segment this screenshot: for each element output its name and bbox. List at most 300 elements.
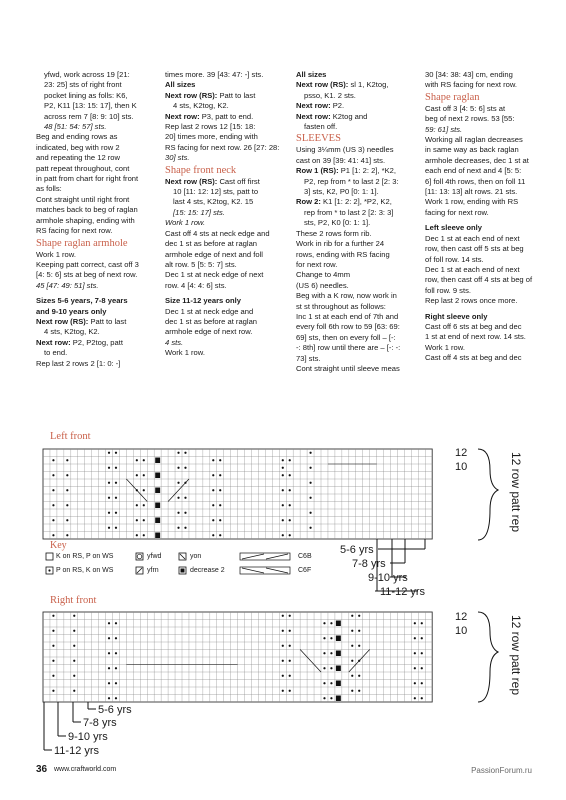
right-purl-dot <box>52 690 54 692</box>
left-purl-dot <box>219 459 221 461</box>
right-dec-square <box>336 666 341 672</box>
right-purl-dot <box>323 697 325 699</box>
right-purl-dot <box>108 667 110 669</box>
right-purl-dot <box>330 682 332 684</box>
col2-line: armhole edge of next row. <box>165 327 253 337</box>
right-purl-dot <box>52 675 54 677</box>
col2-line: [15: 15: 17] sts. <box>173 207 225 217</box>
left-purl-dot <box>184 527 186 529</box>
col2-line: dec 1 st as before at raglan <box>165 316 258 326</box>
right-purl-dot <box>73 690 75 692</box>
right-purl-dot <box>282 615 284 617</box>
col3-line: cast on 39 [39: 41: 41] sts. <box>296 155 386 165</box>
left-purl-dot <box>177 497 179 499</box>
col1-line: pocket lining as folls: K6, <box>44 90 128 100</box>
col3-line: Work in rib for a further 24 <box>296 239 385 249</box>
key-label-c6f: C6F <box>298 567 312 574</box>
left-purl-dot <box>289 534 291 536</box>
col3-line: These 2 rows form rib. <box>296 228 372 238</box>
right-purl-dot <box>115 682 117 684</box>
left-purl-dot <box>66 504 68 506</box>
col2-line: Work 1 row. <box>165 218 206 228</box>
col4-line: 59: 61] sts. <box>425 124 463 134</box>
left-purl-dot <box>282 459 284 461</box>
key-c6f-symbol <box>240 567 290 574</box>
right-purl-dot <box>351 630 353 632</box>
left-dec-square <box>155 488 160 494</box>
right-purl-dot <box>414 667 416 669</box>
left-purl-dot <box>212 504 214 506</box>
col4-line: facing for next row. <box>425 207 489 217</box>
col4-line: Work 1 row, ending with RS <box>425 197 519 207</box>
right-purl-dot <box>282 690 284 692</box>
right-size-label-0: 5-6 yrs <box>98 704 132 716</box>
col3-line: 3] sts, K2, P0 [0: 1: 1]. <box>304 187 379 197</box>
left-purl-dot <box>212 474 214 476</box>
key-label-dec2: decrease 2 <box>190 567 225 574</box>
right-purl-dot <box>52 660 54 662</box>
left-purl-dot <box>282 519 284 521</box>
left-purl-dot <box>177 512 179 514</box>
left-purl-dot <box>212 534 214 536</box>
right-purl-dot <box>358 690 360 692</box>
right-dec-square <box>336 696 341 702</box>
left-purl-dot <box>143 534 145 536</box>
col1-line: Next row (RS): Patt to last <box>36 316 127 326</box>
left-purl-dot <box>143 459 145 461</box>
left-size-label-1: 7-8 yrs <box>352 558 386 570</box>
key-dec2-mark <box>181 569 185 573</box>
col3-line: every foll 6th row to 59 [63: 69: <box>296 322 400 332</box>
right-purl-dot <box>115 652 117 654</box>
left-purl-dot <box>66 534 68 536</box>
left-purl-dot <box>289 504 291 506</box>
key-label-p: P on RS, K on WS <box>56 567 114 574</box>
left-purl-dot <box>309 527 311 529</box>
col3-line: Beg with a K row, now work in <box>296 291 397 301</box>
col2-line: Size 11-12 years only <box>165 296 241 306</box>
col1-line: Cont straight until right front <box>36 194 130 204</box>
key-c6b-symbol <box>240 553 290 560</box>
right-purl-dot <box>358 615 360 617</box>
left-purl-dot <box>289 459 291 461</box>
right-purl-dot <box>108 697 110 699</box>
right-purl-dot <box>73 660 75 662</box>
col2-line: Next row (RS): Cast off first <box>165 176 260 186</box>
right-purl-dot <box>330 637 332 639</box>
right-size-label-3: 11-12 yrs <box>54 745 100 757</box>
right-purl-dot <box>108 682 110 684</box>
col4-line: Work 1 row. <box>425 342 465 352</box>
col3-line: Next row: P2. <box>296 101 345 111</box>
col4-line: Working all raglan decreases <box>425 135 523 145</box>
left-purl-dot <box>184 452 186 454</box>
col3-line: st st throughout as follows: <box>296 301 386 311</box>
right-purl-dot <box>358 630 360 632</box>
col2-line: 30] sts. <box>165 153 190 163</box>
col1-line: in patt from chart for right front <box>36 174 139 184</box>
key-label-k: K on RS, P on WS <box>56 553 114 560</box>
left-purl-dot <box>115 497 117 499</box>
col2-line: 10 [11: 12: 12] sts, patt to <box>173 187 259 197</box>
left-dec-square <box>155 533 160 539</box>
left-dec-square <box>155 503 160 509</box>
col4-line: each end of next and 4 [5: 5: <box>425 166 522 176</box>
left-purl-dot <box>289 489 291 491</box>
right-purl-dot <box>414 637 416 639</box>
left-purl-dot <box>177 527 179 529</box>
col1-line: and 9-10 years only <box>36 306 107 316</box>
col1-line: and repeating the 12 row <box>36 153 121 163</box>
col2-line: 20] times more, ending with <box>165 132 258 142</box>
col4-line: row, then cast off 4 sts at beg of <box>425 275 533 285</box>
right-dec-square <box>336 636 341 642</box>
col2-line: armhole edge of next and foll <box>165 249 263 259</box>
left-purl-dot <box>309 452 311 454</box>
left-purl-dot <box>289 474 291 476</box>
right-dec-square <box>336 621 341 627</box>
right-purl-dot <box>52 630 54 632</box>
right-dec-square <box>336 651 341 657</box>
left-purl-dot <box>309 467 311 469</box>
right-purl-dot <box>73 675 75 677</box>
right-purl-dot <box>330 652 332 654</box>
left-purl-dot <box>143 489 145 491</box>
left-purl-dot <box>143 504 145 506</box>
col3-line: All sizes <box>296 70 327 79</box>
left-purl-dot <box>212 519 214 521</box>
col1-line: [4: 5: 6] sts at beg of next row. <box>36 270 138 280</box>
key-k-symbol <box>46 553 53 560</box>
left-purl-dot <box>219 519 221 521</box>
right-purl-dot <box>282 630 284 632</box>
col3-line: for next row. <box>296 259 338 269</box>
left-purl-dot <box>219 534 221 536</box>
col2-line: Shape front neck <box>165 164 237 176</box>
right-purl-dot <box>421 637 423 639</box>
right-purl-dot <box>330 697 332 699</box>
left-purl-dot <box>212 459 214 461</box>
left-purl-dot <box>177 467 179 469</box>
col2-line: RS facing for next row. 26 [27: 28: <box>165 142 280 152</box>
left-purl-dot <box>143 474 145 476</box>
right-purl-dot <box>414 652 416 654</box>
col3-line: 69] sts, then on every foll – [-: <box>296 332 396 342</box>
right-purl-dot <box>421 697 423 699</box>
right-bracket <box>478 612 498 702</box>
left-purl-dot <box>108 452 110 454</box>
col1-line: patt repeat throughout, cont <box>36 163 130 173</box>
left-purl-dot <box>66 489 68 491</box>
right-purl-dot <box>323 667 325 669</box>
right-purl-dot <box>282 675 284 677</box>
left-purl-dot <box>136 534 138 536</box>
left-purl-dot <box>136 459 138 461</box>
col2-line: Dec 1 st at neck edge of next <box>165 270 264 280</box>
col3-line: rep from * to last 2 [2: 3: 3] <box>304 207 394 217</box>
left-row-12: 12 <box>455 447 468 459</box>
right-purl-dot <box>323 637 325 639</box>
col1-line: 48 [51: 54: 57] sts. <box>44 122 107 132</box>
left-purl-dot <box>136 504 138 506</box>
col3-line: Cont straight until sleeve meas <box>296 363 400 373</box>
right-purl-dot <box>330 622 332 624</box>
right-purl-dot <box>421 667 423 669</box>
right-purl-dot <box>289 675 291 677</box>
left-purl-dot <box>66 459 68 461</box>
left-purl-dot <box>115 512 117 514</box>
col4-line: with RS facing for next row. <box>425 80 518 90</box>
right-purl-dot <box>282 660 284 662</box>
col3-line: Next row (RS): sl 1, K2tog, <box>296 80 389 90</box>
left-purl-dot <box>143 519 145 521</box>
watermark: PassionForum.ru <box>471 766 532 775</box>
right-purl-dot <box>414 622 416 624</box>
left-purl-dot <box>115 527 117 529</box>
right-purl-dot <box>414 682 416 684</box>
col1-line: across rem 7 [8: 9: 10] sts. <box>44 111 134 121</box>
right-patt-rep: 12 row patt rep <box>509 614 523 696</box>
col1-line: P2, K11 [13: 15: 17], then K <box>44 101 137 111</box>
col1-line: to end. <box>44 348 68 358</box>
right-dec-square <box>336 681 341 687</box>
left-purl-dot <box>52 519 54 521</box>
left-purl-dot <box>66 519 68 521</box>
left-purl-dot <box>212 489 214 491</box>
right-purl-dot <box>108 637 110 639</box>
col1-line: Work 1 row. <box>36 249 76 259</box>
left-purl-dot <box>219 489 221 491</box>
col2-line: Work 1 row. <box>165 348 205 358</box>
left-purl-dot <box>52 489 54 491</box>
left-purl-dot <box>115 482 117 484</box>
col2-line: last 4 sts, K2tog, K2. 15 <box>173 197 254 207</box>
col1-line: yfwd, work across 19 [21: <box>44 70 130 79</box>
col4-line: Dec 1 st at each end of next <box>425 264 520 274</box>
left-purl-dot <box>282 474 284 476</box>
right-purl-dot <box>289 660 291 662</box>
left-purl-dot <box>282 489 284 491</box>
key-label-yfrn: yfrn <box>147 567 159 574</box>
left-purl-dot <box>289 519 291 521</box>
left-purl-dot <box>282 534 284 536</box>
col2-line: row. 4 [4: 4: 6] sts. <box>165 280 227 290</box>
col1-line: Beg and ending rows as <box>36 132 118 142</box>
right-purl-dot <box>323 622 325 624</box>
col3-line: 73] sts. <box>296 353 321 363</box>
right-purl-dot <box>52 645 54 647</box>
right-purl-dot <box>108 652 110 654</box>
col4-line: 30 [34: 38: 43] cm, ending <box>425 70 513 79</box>
right-purl-dot <box>323 682 325 684</box>
left-purl-dot <box>282 504 284 506</box>
col2-line: dec 1 st as before at raglan <box>165 239 258 249</box>
col1-line: Next row: P2, P2tog, patt <box>36 337 123 347</box>
col3-line: psso, K1. 2 sts. <box>304 90 356 100</box>
left-purl-dot <box>108 512 110 514</box>
col1-line: 45 [47: 49: 51] sts. <box>36 280 99 290</box>
left-size-label-3: 11-12 yrs <box>380 586 426 598</box>
right-purl-dot <box>289 630 291 632</box>
right-purl-dot <box>115 697 117 699</box>
right-purl-dot <box>289 690 291 692</box>
key-title: Key <box>50 540 67 551</box>
left-dec-square <box>155 473 160 479</box>
col4-line: Cast off 6 sts at beg and dec <box>425 321 522 331</box>
right-row-12: 12 <box>455 611 468 623</box>
right-size-label-2: 9-10 yrs <box>68 731 108 743</box>
col4-line: in same way as back raglan <box>425 145 519 155</box>
col1-line: matches back to beg of raglan <box>36 205 138 215</box>
right-purl-dot <box>73 630 75 632</box>
col2-line: All sizes <box>165 80 196 90</box>
col3-line: (US 6) needles. <box>296 280 349 290</box>
right-purl-dot <box>289 615 291 617</box>
col4-line: 1 st at end of next row. 14 sts. <box>425 332 526 342</box>
right-purl-dot <box>73 615 75 617</box>
right-purl-dot <box>358 645 360 647</box>
right-front-chart-title: Right front <box>50 595 97 606</box>
col3-line: sts, P2, K0 [0: 1: 1]. <box>304 218 371 228</box>
right-purl-dot <box>323 652 325 654</box>
col4-line: Rep last 2 rows once more. <box>425 296 518 306</box>
key-p-dot <box>48 569 50 571</box>
right-purl-dot <box>282 645 284 647</box>
col4-line: [11: 13: 13] alt rows. 21 sts. <box>425 187 518 197</box>
col3-line: rows, ending with RS facing <box>296 249 390 259</box>
right-purl-dot <box>108 622 110 624</box>
col3-line: Next row: K2tog and <box>296 111 368 121</box>
right-purl-dot <box>421 622 423 624</box>
left-purl-dot <box>219 504 221 506</box>
right-purl-dot <box>351 615 353 617</box>
left-size-label-0: 5-6 yrs <box>340 544 374 556</box>
left-bracket <box>478 449 498 540</box>
page-number: 36 <box>36 764 48 775</box>
key-label-c6b: C6B <box>298 553 312 560</box>
left-purl-dot <box>52 504 54 506</box>
left-purl-dot <box>219 474 221 476</box>
left-purl-dot <box>108 497 110 499</box>
col4-line: beg of next 2 rows. 53 [55: <box>425 114 515 124</box>
key-label-yon: yon <box>190 553 202 560</box>
left-purl-dot <box>309 497 311 499</box>
col2-line: Rep last 2 rows 12 [15: 18: <box>165 122 256 132</box>
col2-line: times more. 39 [43: 47: -] sts. <box>165 70 264 79</box>
col1-line: RS facing for next row. <box>36 226 113 236</box>
right-purl-dot <box>52 615 54 617</box>
left-purl-dot <box>309 512 311 514</box>
col2-line: 4 sts. <box>165 337 184 347</box>
col4-line: row, then cast off 5 sts at beg <box>425 244 524 254</box>
col4-line: armhole decreases, dec 1 st at <box>425 155 529 165</box>
col2-line: Next row: P3, patt to end. <box>165 111 254 121</box>
right-purl-dot <box>73 645 75 647</box>
left-purl-dot <box>177 452 179 454</box>
right-purl-dot <box>414 697 416 699</box>
left-purl-dot <box>282 467 284 469</box>
left-purl-dot <box>52 474 54 476</box>
left-purl-dot <box>108 467 110 469</box>
col3-line: Row 2: K1 [1: 2: 2], *P2, K2, <box>296 197 392 207</box>
col3-line: Row 1 (RS): P1 [1: 2: 2], *K2, <box>296 166 397 176</box>
right-purl-dot <box>115 667 117 669</box>
left-dec-square <box>155 518 160 524</box>
left-dec-square <box>155 458 160 464</box>
col3-line: fasten off. <box>304 122 338 132</box>
col3-line: Change to 4mm <box>296 270 351 280</box>
key-label-yfwd: yfwd <box>147 553 162 560</box>
col4-line: Cast off 3 [4: 5: 6] sts at <box>425 103 506 113</box>
left-purl-dot <box>184 497 186 499</box>
col2-line: Next row (RS): Patt to last <box>165 90 256 100</box>
col1-line: Shape raglan armhole <box>36 237 128 249</box>
left-purl-dot <box>115 452 117 454</box>
site-url: www.craftworld.com <box>54 766 117 773</box>
right-purl-dot <box>351 690 353 692</box>
col3-line: -: 8th] row until there are – [-: -: <box>296 343 401 353</box>
col3-line: SLEEVES <box>296 133 341 145</box>
col4-line: Cast off 4 sts at beg and dec <box>425 353 522 363</box>
col1-line: Keeping patt correct, cast off 3 <box>36 259 139 269</box>
right-purl-dot <box>289 645 291 647</box>
col1-line: indicated, beg with row 2 <box>36 142 120 152</box>
left-purl-dot <box>52 459 54 461</box>
right-row-10: 10 <box>455 625 468 637</box>
left-front-chart-title: Left front <box>50 431 91 442</box>
col1-line: Rep last 2 rows 2 [1: 0: -] <box>36 358 121 368</box>
col4-line: of foll row. 14 sts. <box>425 254 484 264</box>
col4-line: Right sleeve only <box>425 311 488 321</box>
right-purl-dot <box>351 675 353 677</box>
col1-line: 4 sts, K2tog, K2. <box>44 327 100 337</box>
col2-line: Cast off 4 sts at neck edge and <box>165 228 270 238</box>
col3-line: Using 3¼mm (US 3) needles <box>296 145 394 155</box>
left-purl-dot <box>184 467 186 469</box>
right-purl-dot <box>421 682 423 684</box>
left-purl-dot <box>136 474 138 476</box>
col2-line: Dec 1 st at neck edge and <box>165 306 254 316</box>
left-purl-dot <box>309 482 311 484</box>
col4-line: foll row. 9 sts. <box>425 285 471 295</box>
col2-line: alt row. 5 [5: 5: 7] sts. <box>165 259 237 269</box>
right-purl-dot <box>421 652 423 654</box>
col1-line: as folls: <box>36 184 62 194</box>
right-purl-dot <box>115 622 117 624</box>
left-size-label-2: 9-10 yrs <box>368 572 408 584</box>
col4-line: Left sleeve only <box>425 223 482 233</box>
left-purl-dot <box>177 482 179 484</box>
left-purl-dot <box>66 474 68 476</box>
right-purl-dot <box>351 660 353 662</box>
left-purl-dot <box>52 534 54 536</box>
left-purl-dot <box>184 512 186 514</box>
col2-line: 4 sts, K2tog, K2. <box>173 101 229 111</box>
left-purl-dot <box>136 519 138 521</box>
col4-line: Dec 1 st at each end of next <box>425 233 520 243</box>
left-purl-dot <box>108 527 110 529</box>
right-purl-dot <box>330 667 332 669</box>
col1-line: armhole shaping, ending with <box>36 215 135 225</box>
col4-line: 6] foll 4th rows, then on foll 11 <box>425 176 526 186</box>
right-purl-dot <box>351 645 353 647</box>
col1-line: 23: 25] sts of right front <box>44 80 122 90</box>
left-patt-rep: 12 row patt rep <box>509 451 523 533</box>
col3-line: P2, rep from * to last 2 [2: 3: <box>304 176 399 186</box>
left-row-10: 10 <box>455 461 468 473</box>
right-purl-dot <box>358 675 360 677</box>
right-purl-dot <box>115 637 117 639</box>
